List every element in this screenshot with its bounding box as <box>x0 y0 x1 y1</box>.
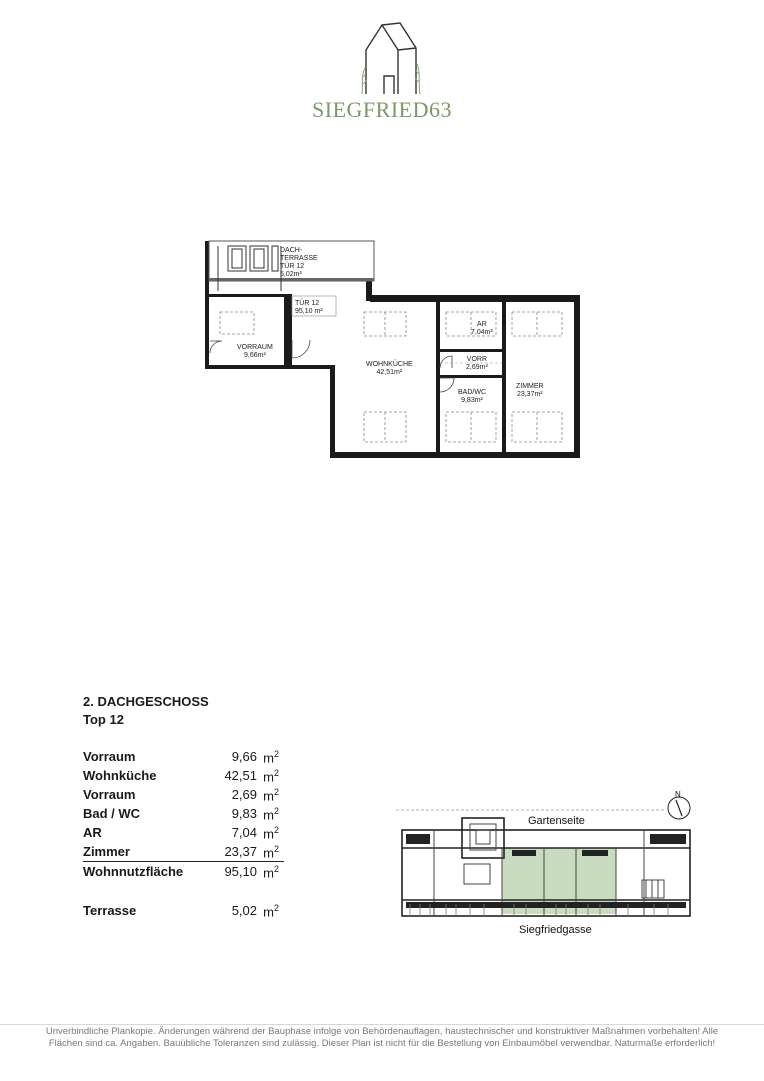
area-total-row <box>83 864 283 882</box>
area-value: 7,04 <box>231 825 257 840</box>
wohnkueche-plan-label: WOHNKÜCHE 42,51m² <box>366 361 413 376</box>
area-unit: $m^2$ <box>263 768 279 785</box>
wall <box>502 296 506 454</box>
area-label: Bad / WC <box>83 806 141 821</box>
unit-title: Top 12 <box>83 712 124 727</box>
wall <box>436 375 506 378</box>
key-map <box>396 788 696 920</box>
wall <box>574 296 580 458</box>
wall <box>284 294 292 366</box>
area-unit: $m^2$ <box>263 864 279 881</box>
zimmer-plan-label: ZIMMER 23,37m² <box>516 383 544 398</box>
disclaimer-text: Unverbindliche Plankopie. Änderungen während der Bauphase infolge von Behördenauflagen, haustechnischer und konstruktiver Maßnahmen vorbehalten! Alle Flächen sind ca. Angaben. Bauübliche Toleranzen sind zulässig. Dieser Plan ist nicht für die Bestellung von Einbaumöbel verwendbar. Naturmaße erforderlich! <box>45 1026 719 1049</box>
area-unit: $m^2$ <box>263 806 279 823</box>
ar-plan-label: AR 7,04m² <box>471 321 493 336</box>
area-unit: $m^2$ <box>263 749 279 766</box>
house-outline-icon <box>360 20 422 95</box>
vorraum-plan-label: VORRAUM 9,66m² <box>237 344 273 359</box>
north-label: N <box>675 790 681 799</box>
area-label: Zimmer <box>83 844 130 859</box>
area-label: Vorraum <box>83 787 136 802</box>
wall <box>370 295 580 302</box>
wall <box>209 294 285 297</box>
area-row <box>83 768 283 786</box>
area-unit: $m^2$ <box>263 844 279 861</box>
terrace-label: DACH- TERRASSE TÜR 12 5,02m² <box>280 247 318 278</box>
area-value: 23,37 <box>224 844 257 859</box>
wall <box>366 281 372 301</box>
wall <box>330 365 335 458</box>
area-unit: $m^2$ <box>263 825 279 842</box>
wall <box>436 349 506 352</box>
area-label: Terrasse <box>83 903 137 918</box>
area-row <box>83 749 283 767</box>
area-value: 5,02 <box>231 903 257 918</box>
wall <box>205 241 209 369</box>
sum-divider <box>83 861 284 862</box>
area-value: 2,69 <box>231 787 257 802</box>
floor-title: 2. DACHGESCHOSS <box>83 694 209 709</box>
area-row <box>83 903 283 921</box>
area-value: 95,10 <box>224 864 257 879</box>
garden-side-label: Gartenseite <box>528 815 585 827</box>
bad-plan-label: BAD/WC 9,83m² <box>458 389 486 404</box>
area-row <box>83 844 283 862</box>
area-value: 9,66 <box>231 749 257 764</box>
vorr-plan-label: VORR 2,69m² <box>466 356 488 371</box>
area-label: Wohnnutzfläche <box>83 864 184 879</box>
wall <box>205 365 333 369</box>
area-row <box>83 806 283 824</box>
area-label: Vorraum <box>83 749 136 764</box>
area-value: 42,51 <box>224 768 257 783</box>
area-row <box>83 787 283 805</box>
area-row <box>83 825 283 843</box>
street-label: Siegfriedgasse <box>519 924 592 936</box>
area-value: 9,83 <box>231 806 257 821</box>
area-unit: $m^2$ <box>263 787 279 804</box>
unit-plan-label: TÜR 12 95,10 m² <box>295 300 323 315</box>
area-unit: $m^2$ <box>263 903 279 920</box>
area-label: AR <box>83 825 102 840</box>
brand-logo-text: SIEGFRIED63 <box>312 97 452 122</box>
wall <box>330 452 580 458</box>
area-label: Wohnküche <box>83 768 157 783</box>
